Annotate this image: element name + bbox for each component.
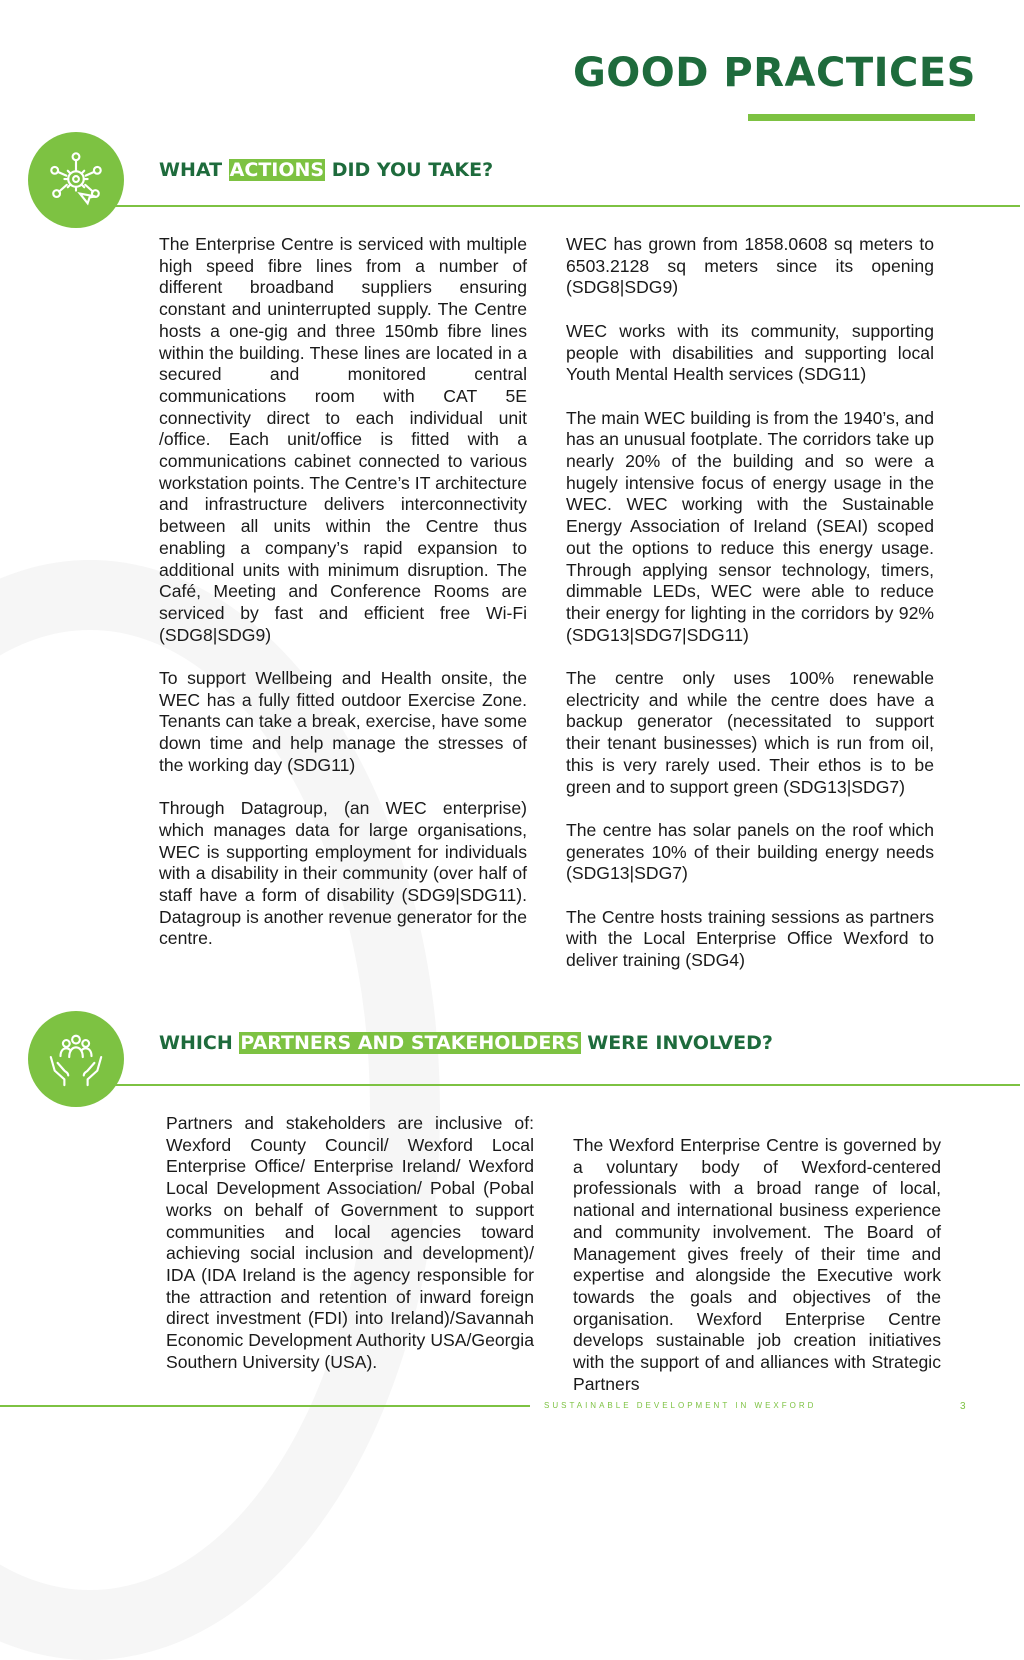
- section-heading-partners: [159, 1032, 773, 1054]
- paragraph: To support Wellbeing and Health onsite, the WEC has a fully fitted outdoor Exercise Zone. Tenants can take a break, exercise, have some down time and help manage the stresses of the working day (SDG11): [159, 668, 527, 775]
- partners-left-column: [166, 1113, 534, 1373]
- footer-rule: [0, 1405, 530, 1407]
- heading-text: WHICH: [159, 1032, 240, 1054]
- heading-highlight: ACTIONS: [229, 159, 325, 181]
- heading-highlight: PARTNERS AND STAKEHOLDERS: [240, 1032, 580, 1054]
- heading-text: WHAT: [159, 159, 229, 181]
- paragraph: The centre only uses 100% renewable electricity and while the centre does have a backup generator (necessitated to support their tenant businesses) which is run from oil, this is very rarely used. Their ethos is to be green and to support green (SDG13|SDG7): [566, 668, 934, 797]
- heading-text: WERE INVOLVED?: [580, 1032, 773, 1054]
- hands-people-icon: [28, 1011, 124, 1107]
- paragraph: The centre has solar panels on the roof which generates 10% of their building energy needs (SDG13|SDG7): [566, 819, 934, 884]
- paragraph: WEC has grown from 1858.0608 sq meters to 6503.2128 sq meters since its opening (SDG8|SDG9): [566, 234, 934, 298]
- paragraph: WEC works with its community, supporting people with disabilities and supporting local Youth Mental Health services (SDG11): [566, 320, 934, 385]
- network-gear-icon: [28, 132, 124, 228]
- section-heading-actions: [159, 159, 493, 181]
- paragraph: The Wexford Enterprise Centre is governed by a voluntary body of Wexford-centered professionals with a broad range of local, national and international business experience and community involvement. The Board of Management gives freely of their time and expertise and alongside the Executive work towards the goals and objectives of the organisation. Wexford Enterprise Centre develops sustainable job creation initiatives with the support of and alliances with Strategic Partners: [573, 1135, 941, 1394]
- paragraph: Through Datagroup, (an WEC enterprise) which manages data for large organisations, WEC is supporting employment for individuals with a disability in their community (over half of staff have a form of disability (SDG9|SDG11). Datagroup is another revenue generator for the centre.: [159, 798, 527, 949]
- actions-right-column: [566, 234, 934, 972]
- actions-left-column: [159, 234, 527, 950]
- paragraph: The Centre hosts training sessions as partners with the Local Enterprise Office Wexford to deliver training (SDG4): [566, 906, 934, 971]
- paragraph: Partners and stakeholders are inclusive of: Wexford County Council/ Wexford Local Enterprise Office/ Enterprise Ireland/ Wexford Local Development Association/ Pobal (Pobal works on behalf of Government to support communities and local agencies toward achieving social inclusion and development)/ IDA (IDA Ireland is the agency responsible for the attraction and retention of inward foreign direct investment (FDI) into Ireland)/Savannah Economic Development Authority USA/Georgia Southern University (USA).: [166, 1113, 534, 1372]
- footer-text: SUSTAINABLE DEVELOPMENT IN WEXFORD: [544, 1401, 817, 1410]
- paragraph: The main WEC building is from the 1940’s, and has an unusual footplate. The corridors take up nearly 20% of the building and so were a hugely intensive focus of energy usage in the WEC. WEC working with the Sustainable Energy Association of Ireland (SEAI) scoped out the options to reduce this energy usage. Through applying sensor technology, timers, dimmable LEDs, WEC were able to reduce their energy for lighting in the corridors by 92% (SDG13|SDG7|SDG11): [566, 407, 934, 645]
- paragraph: The Enterprise Centre is serviced with multiple high speed fibre lines from a number of different broadband suppliers ensuring constant and uninterrupted supply. The Centre hosts a one-gig and three 150mb fibre lines within the building. These lines are located in a secured and monitored central communications room with CAT 5E connectivity direct to each individual unit /office. Each unit/office is fitted with a communications cabinet connected to various workstation points. The Centre’s IT architecture and infrastructure delivers interconnectivity between all units within the Centre thus enabling a company’s rapid expansion to additional units with minimum disruption. The Café, Meeting and Conference Rooms are serviced by fast and efficient free Wi-Fi (SDG8|SDG9): [159, 234, 527, 645]
- page-title: GOOD PRACTICES: [572, 50, 976, 96]
- section-divider: [110, 1084, 1020, 1086]
- partners-right-column: [573, 1135, 941, 1395]
- section-divider: [110, 205, 1020, 207]
- heading-text: DID YOU TAKE?: [325, 159, 494, 181]
- page-number: 3: [960, 1401, 966, 1412]
- title-underline-bar: [748, 114, 975, 121]
